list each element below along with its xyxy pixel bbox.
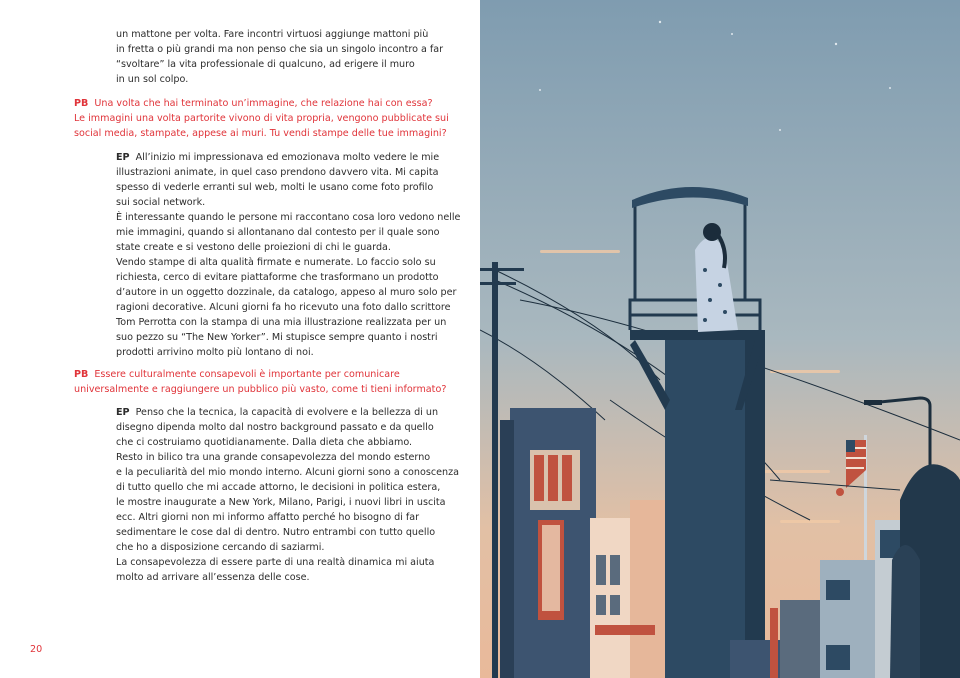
text-line: La consapevolezza di essere parte di una realtà dinamica mi aiuta — [116, 557, 435, 568]
text-line: illustrazioni animate, in quel caso prendono davvero vita. Mi capita — [116, 167, 439, 178]
tower-illustration — [480, 0, 960, 678]
traffic-light — [836, 488, 844, 496]
question-1 — [74, 96, 449, 141]
text-line: social media, stampate, appese ai muri. Tu vendi stampe delle tue immagini? — [74, 128, 447, 139]
text-line: di tutto quello che mi accade attorno, le decisioni in politica estera, — [116, 482, 441, 493]
text-line: un mattone per volta. Fare incontri virtuosi aggiunge mattoni più — [116, 29, 429, 40]
interviewee-tag: EP — [116, 152, 130, 163]
utility-pole — [492, 262, 498, 678]
text-line: Una volta che hai terminato un’immagine, che relazione hai con essa? — [94, 98, 433, 109]
text-line: ecc. Altri giorni non mi informo affatto perché ho bisogno di far — [116, 512, 420, 523]
illustration — [480, 0, 960, 678]
text-line: e la peculiarità del mio mondo interno. Alcuni giorni sono a conoscenza — [116, 467, 460, 478]
answer-1 — [116, 150, 460, 360]
text-line: che ci costruiamo quotidianamente. Dalla dieta che abbiamo. — [116, 437, 413, 448]
text-line: Le immagini una volta partorite vivono di vita propria, vengono pubblicate sui — [74, 113, 449, 124]
text-line: All’inizio mi impressionava ed emozionava molto vedere le mie — [135, 152, 440, 163]
text-line: Essere culturalmente consapevoli è importante per comunicare — [94, 369, 400, 380]
text-line: sedimentare le cose dal di dentro. Nutro entrambi con tutto quello — [116, 527, 436, 538]
text-line: che ho a disposizione cercando di saziarmi. — [116, 542, 325, 553]
text-line: d’autore in un oggetto dozzinale, da catalogo, appeso al muro solo per — [116, 287, 457, 298]
text-line: Resto in bilico tra una grande consapevolezza del mondo esterno — [116, 452, 431, 463]
text-line: le mostre inaugurate a New York, Milano, Parigi, i nuovi libri in uscita — [116, 497, 446, 508]
text-line: in un sol colpo. — [116, 74, 189, 85]
text-line: richiesta, cerco di evitare piattaforme che trasformano un prodotto — [116, 272, 439, 283]
question-2 — [74, 367, 446, 397]
text-line: disegno dipenda molto dal nostro background passato e da quello — [116, 422, 434, 433]
interviewer-tag: PB — [74, 369, 89, 380]
text-line: universalmente e raggiungere un pubblico più vasto, come ti tieni informato? — [74, 384, 447, 395]
text-line: state create e si vestono delle proiezioni di chi le guarda. — [116, 242, 391, 253]
text-line: suo pezzo su “The New Yorker”. Mi stupisce sempre quanto i nostri — [116, 332, 438, 343]
text-line: ragioni decorative. Alcuni giorni fa ho ricevuto una foto dallo scrittore — [116, 302, 451, 313]
text-line: molto ad arrivare all’essenza delle cose. — [116, 572, 310, 583]
text-line: mie immagini, quando si allontanano dal contesto per il quale sono — [116, 227, 440, 238]
text-line: Tom Perrotta con la stampa di una mia illustrazione realizzata per un — [116, 317, 447, 328]
text-line: in fretta o più grandi ma non penso che sia un singolo incontro a far — [116, 44, 444, 55]
text-line: spesso di vederle erranti sul web, molti le usano come foto profilo — [116, 182, 434, 193]
text-line: prodotti arrivino molto più lontano di noi. — [116, 347, 314, 358]
interviewee-tag: EP — [116, 407, 130, 418]
text-line: Vendo stampe di alta qualità firmate e numerate. Lo faccio solo su — [116, 257, 436, 268]
text-line: “svoltare” la vita professionale di qualcuno, ad erigere il muro — [116, 59, 415, 70]
answer-2 — [116, 405, 459, 585]
text-line: Penso che la tecnica, la capacità di evolvere e la bellezza di un — [135, 407, 439, 418]
text-line: È interessante quando le persone mi raccontano cosa loro vedono nelle — [116, 212, 461, 223]
interviewer-tag: PB — [74, 98, 89, 109]
text-line: sui social network. — [116, 197, 206, 208]
page-number: 20 — [30, 644, 43, 655]
intro-paragraph — [116, 27, 443, 87]
